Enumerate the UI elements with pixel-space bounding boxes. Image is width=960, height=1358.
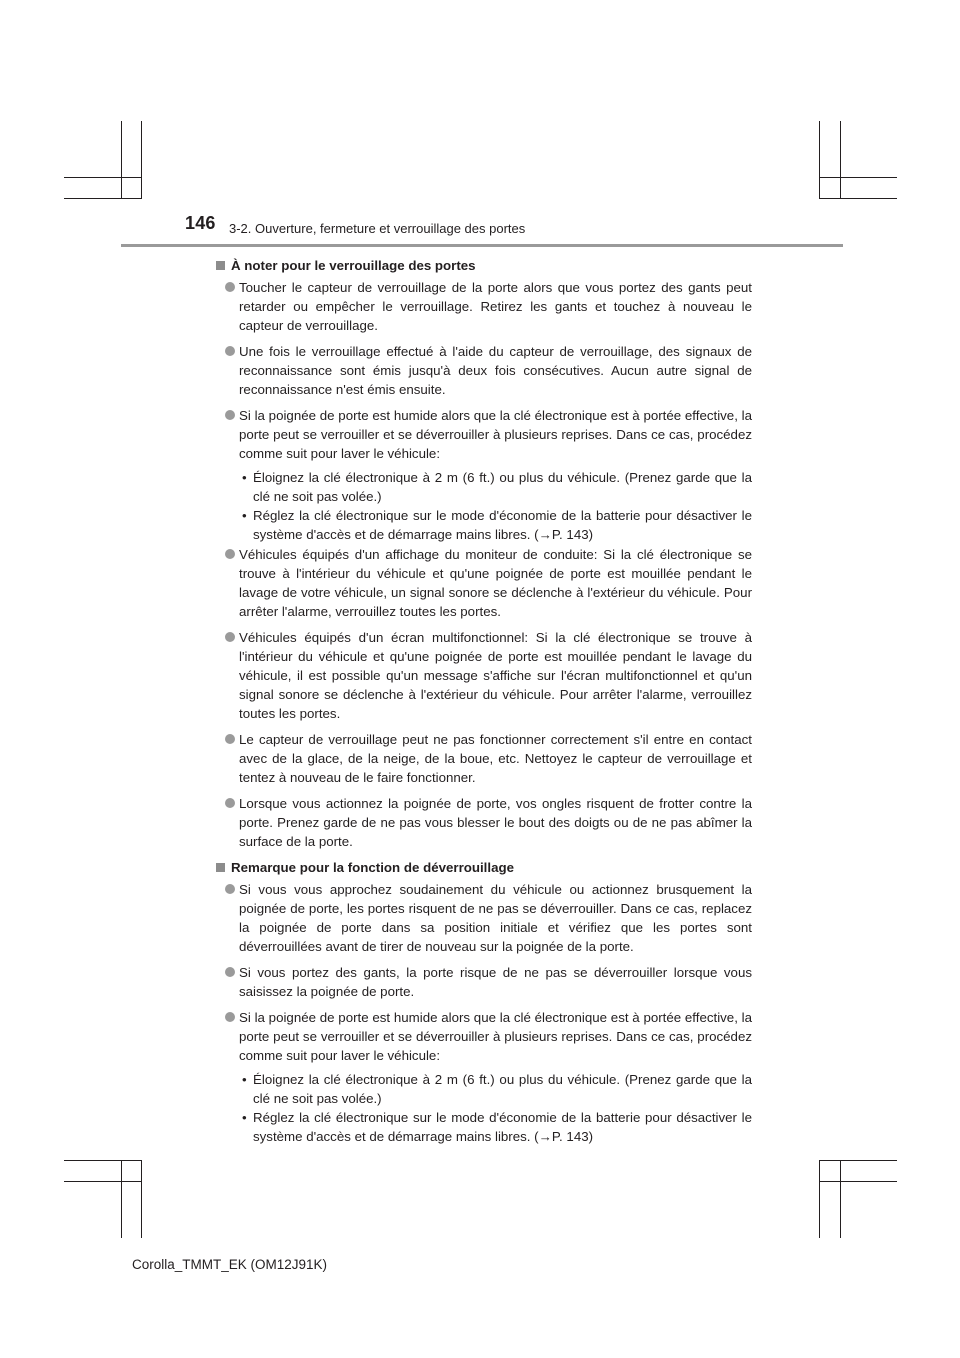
- crop-mark: [64, 1181, 142, 1182]
- list-item: [216, 730, 752, 787]
- sub-list-item-text: Réglez la clé électronique sur le mode d'économie de la batterie pour désactiver le système d'accès et de démarrage mains libres. (→P. 143): [253, 1110, 752, 1144]
- sub-list-item: [216, 1108, 752, 1146]
- dot-marker: •: [242, 1110, 247, 1125]
- sub-list-item-text: Éloignez la clé électronique à 2 m (6 ft.) ou plus du véhicule. (Prenez garde que la clé ne soit pas volée.): [253, 470, 752, 504]
- crop-mark: [819, 1160, 897, 1161]
- list-item: [216, 278, 752, 335]
- dot-marker: •: [242, 470, 247, 485]
- sub-list-item: [216, 468, 752, 506]
- crop-mark: [819, 121, 820, 199]
- page-content: [216, 256, 752, 1152]
- list-item: [216, 545, 752, 621]
- sub-list-item-text: Éloignez la clé électronique à 2 m (6 ft.) ou plus du véhicule. (Prenez garde que la clé ne soit pas volée.): [253, 1072, 752, 1106]
- sub-list-item-text: Réglez la clé électronique sur le mode d'économie de la batterie pour désactiver le système d'accès et de démarrage mains libres. (→P. 143): [253, 508, 752, 542]
- list-item-text: Le capteur de verrouillage peut ne pas fonctionner correctement s'il entre en contact avec de la glace, de la neige, de la boue, etc. Nettoyez le capteur de verrouillage et tentez à nouveau de le faire fonctionner.: [239, 732, 752, 785]
- sub-list: [216, 1070, 752, 1146]
- crop-mark: [819, 198, 897, 199]
- header-divider: [121, 244, 843, 247]
- circle-bullet-icon: [225, 282, 235, 292]
- section-heading-text: Remarque pour la fonction de déverrouillage: [231, 860, 514, 875]
- crop-mark: [64, 198, 142, 199]
- list-item: [216, 342, 752, 399]
- circle-bullet-icon: [225, 734, 235, 744]
- crop-mark: [121, 1160, 122, 1238]
- list-item: [216, 1008, 752, 1065]
- list-item-text: Si vous vous approchez soudainement du véhicule ou actionnez brusquement la poignée de porte, les portes risquent de ne pas se déverrouiller. Dans ce cas, replacez la poignée de porte dans sa position initiale et vérifiez que les portes sont déverrouillées avant de tirer de nouveau sur la poignée de la porte.: [239, 882, 752, 954]
- list-item-text: Lorsque vous actionnez la poignée de porte, vos ongles risquent de frotter contre la porte. Prenez garde de ne pas vous blesser le bout des doigts ou de ne pas abîmer la surface de la porte.: [239, 796, 752, 849]
- square-bullet-icon: [216, 261, 225, 270]
- section-heading: [216, 858, 752, 877]
- crop-mark: [819, 177, 897, 178]
- crop-mark: [141, 1160, 142, 1238]
- crop-mark: [819, 1181, 897, 1182]
- square-bullet-icon: [216, 863, 225, 872]
- sub-list-item: [216, 506, 752, 544]
- list-item: [216, 880, 752, 956]
- circle-bullet-icon: [225, 549, 235, 559]
- list-item: [216, 963, 752, 1001]
- list-item-text: Une fois le verrouillage effectué à l'aide du capteur de verrouillage, des signaux de reconnaissance sont émis jusqu'à deux fois consécutives. Aucun autre signal de reconnaissance n'est émis ensuite.: [239, 344, 752, 397]
- circle-bullet-icon: [225, 346, 235, 356]
- crop-mark: [840, 121, 841, 199]
- list-item-text: Toucher le capteur de verrouillage de la porte alors que vous portez des gants peut retarder ou empêcher le verrouillage. Retirez les gants et touchez à nouveau le capteur de verrouillage.: [239, 280, 752, 333]
- crop-mark: [64, 177, 142, 178]
- crop-mark: [840, 1160, 841, 1238]
- list-item-text: Véhicules équipés d'un affichage du moniteur de conduite: Si la clé électronique se trouve à l'intérieur du véhicule et qu'une poignée de porte est mouillée pendant le lavage de votre véhicule, un signal sonore se déclenche à l'extérieur du véhicule. Pour arrêter l'alarme, verrouillez toutes les portes.: [239, 547, 752, 619]
- crop-mark: [819, 1160, 820, 1238]
- crop-mark: [64, 1160, 142, 1161]
- dot-marker: •: [242, 1072, 247, 1087]
- section-heading: [216, 256, 752, 275]
- list-item: [216, 794, 752, 851]
- list-item-text: Si vous portez des gants, la porte risque de ne pas se déverrouiller lorsque vous saisissez la poignée de porte.: [239, 965, 752, 999]
- list-item-text: Véhicules équipés d'un écran multifonctionnel: Si la clé électronique se trouve à l'intérieur du véhicule et qu'une poignée de porte est mouillée pendant le lavage du véhicule, il est possible qu'un message s'affiche sur l'écran multifonctionnel et qu'un signal sonore se déclenche à l'extérieur du véhicule. Pour arrêter l'alarme, verrouillez toutes les portes.: [239, 630, 752, 721]
- sub-list-item: [216, 1070, 752, 1108]
- list-item-text: Si la poignée de porte est humide alors que la clé électronique est à portée effective, la porte peut se verrouiller et se déverrouiller à plusieurs reprises. Dans ce cas, procédez comme suit pour laver le véhicule:: [239, 1010, 752, 1063]
- list-item: [216, 628, 752, 723]
- circle-bullet-icon: [225, 884, 235, 894]
- sub-list: [216, 468, 752, 544]
- section-heading-text: À noter pour le verrouillage des portes: [231, 258, 476, 273]
- crop-mark: [141, 121, 142, 199]
- list-item: [216, 406, 752, 463]
- page-number: 146: [185, 213, 216, 233]
- section-title: 3-2. Ouverture, fermeture et verrouillage des portes: [229, 221, 526, 236]
- circle-bullet-icon: [225, 632, 235, 642]
- dot-marker: •: [242, 508, 247, 523]
- circle-bullet-icon: [225, 410, 235, 420]
- circle-bullet-icon: [225, 798, 235, 808]
- circle-bullet-icon: [225, 967, 235, 977]
- circle-bullet-icon: [225, 1012, 235, 1022]
- crop-mark: [121, 121, 122, 199]
- document-code: Corolla_TMMT_EK (OM12J91K): [132, 1257, 328, 1272]
- list-item-text: Si la poignée de porte est humide alors que la clé électronique est à portée effective, la porte peut se verrouiller et se déverrouiller à plusieurs reprises. Dans ce cas, procédez comme suit pour laver le véhicule:: [239, 408, 752, 461]
